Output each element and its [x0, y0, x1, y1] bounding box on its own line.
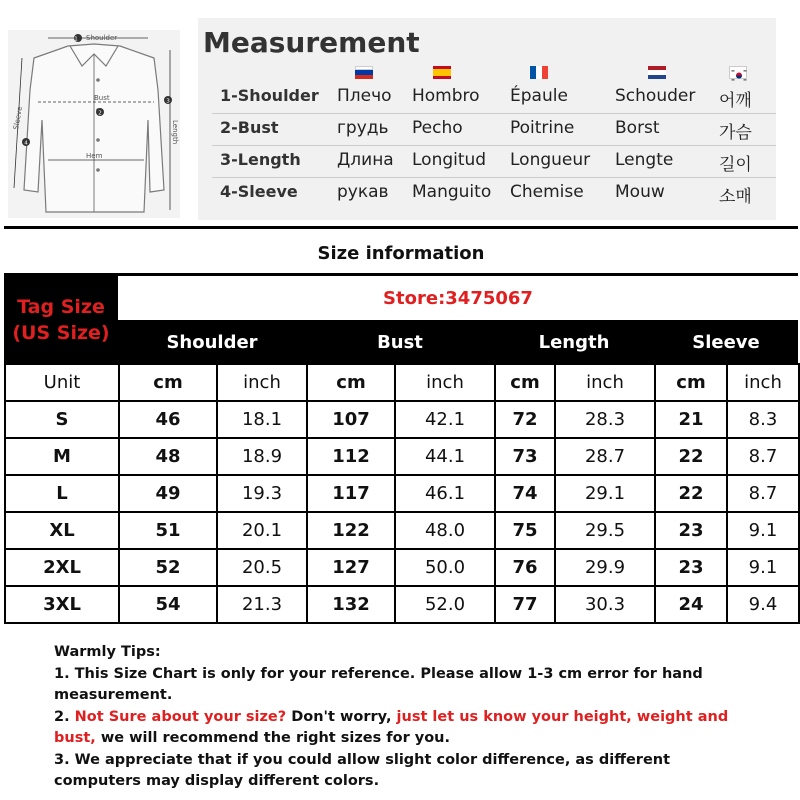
diagram-number-3: 3 — [166, 98, 170, 105]
value-cell: 22 — [655, 438, 727, 475]
netherlands-flag-icon — [648, 66, 666, 79]
size-cell: 3XL — [5, 586, 119, 623]
measurement-row — [212, 82, 776, 114]
group-header — [118, 322, 798, 363]
size-cell: S — [5, 401, 119, 438]
diagram-bust-label: Bust — [94, 94, 110, 102]
value-cell: 21 — [655, 401, 727, 438]
tips-title: Warmly Tips: — [54, 644, 161, 660]
value-cell: 52 — [119, 549, 217, 586]
store-bar — [118, 276, 798, 322]
measurement-es: Manguito — [412, 182, 492, 202]
measurement-key: 1-Shoulder — [220, 86, 319, 105]
value-cell: 20.1 — [217, 512, 307, 549]
tip-2 — [54, 707, 754, 750]
size-table-title-bar — [4, 226, 798, 276]
unit-cell: cm — [119, 364, 217, 401]
value-cell: 49 — [119, 475, 217, 512]
value-cell: 18.9 — [217, 438, 307, 475]
value-cell: 9.4 — [727, 586, 799, 623]
measurement-key: 2-Bust — [220, 118, 279, 137]
unit-cell: cm — [495, 364, 555, 401]
measurement-fr: Épaule — [510, 86, 568, 106]
value-cell: 29.5 — [555, 512, 655, 549]
table-row — [5, 549, 799, 586]
spain-flag-icon — [433, 66, 451, 79]
size-cell: M — [5, 438, 119, 475]
value-cell: 8.7 — [727, 475, 799, 512]
value-cell: 19.3 — [217, 475, 307, 512]
table-row — [5, 475, 799, 512]
value-cell: 46.1 — [395, 475, 495, 512]
measurement-nl: Mouw — [615, 182, 665, 202]
diagram-sleeve-label: Sleeve — [12, 105, 25, 131]
measurement-es: Pecho — [412, 118, 463, 138]
value-cell: 44.1 — [395, 438, 495, 475]
value-cell: 28.3 — [555, 401, 655, 438]
value-cell: 28.7 — [555, 438, 655, 475]
unit-cell: inch — [555, 364, 655, 401]
tip-2-reassure: Don't worry, — [286, 708, 397, 725]
unit-cell: inch — [727, 364, 799, 401]
value-cell: 20.5 — [217, 549, 307, 586]
table-row — [5, 512, 799, 549]
unit-cell: cm — [655, 364, 727, 401]
value-cell: 23 — [655, 549, 727, 586]
measurement-ko: 가슴 — [719, 123, 752, 143]
measurement-nl: Borst — [615, 118, 660, 138]
value-cell: 8.7 — [727, 438, 799, 475]
measurement-title: Measurement — [203, 26, 420, 59]
unit-cell: inch — [217, 364, 307, 401]
value-cell: 29.9 — [555, 549, 655, 586]
value-cell: 74 — [495, 475, 555, 512]
diagram-shoulder-label: Shoulder — [86, 34, 118, 42]
value-cell: 21.3 — [217, 586, 307, 623]
value-cell: 73 — [495, 438, 555, 475]
table-row — [5, 586, 799, 623]
size-cell: 2XL — [5, 549, 119, 586]
measurement-ko: 어깨 — [719, 91, 752, 111]
measurement-key: 3-Length — [220, 150, 301, 169]
value-cell: 112 — [307, 438, 395, 475]
value-cell: 18.1 — [217, 401, 307, 438]
measurement-ru: рукав — [337, 182, 389, 202]
value-cell: 75 — [495, 512, 555, 549]
value-cell: 9.1 — [727, 549, 799, 586]
us-size-label: (US Size) — [12, 322, 110, 344]
measurement-ko: 길이 — [719, 155, 752, 175]
shirt-diagram — [8, 30, 180, 218]
measurement-nl: Schouder — [615, 86, 696, 106]
value-cell: 48 — [119, 438, 217, 475]
measurement-ru: Плечо — [337, 86, 392, 106]
value-cell: 132 — [307, 586, 395, 623]
value-cell: 24 — [655, 586, 727, 623]
diagram-number-4: 4 — [24, 140, 28, 147]
value-cell: 42.1 — [395, 401, 495, 438]
value-cell: 54 — [119, 586, 217, 623]
tip-2-question: Not Sure about your size? — [74, 708, 287, 725]
measurement-es: Longitud — [412, 150, 487, 170]
size-grid — [4, 363, 800, 624]
size-table — [4, 226, 798, 636]
measurement-row — [212, 178, 776, 209]
shirt-outline-icon — [8, 30, 180, 218]
unit-cell: cm — [307, 364, 395, 401]
value-cell: 72 — [495, 401, 555, 438]
tip-2-prefix: 2. — [54, 708, 75, 725]
diagram-number-1: 1 — [74, 36, 78, 43]
value-cell: 107 — [307, 401, 395, 438]
value-cell: 52.0 — [395, 586, 495, 623]
measurement-nl: Lengte — [615, 150, 674, 170]
measurement-fr: Chemise — [510, 182, 584, 202]
measurement-key: 4-Sleeve — [220, 182, 298, 201]
value-cell: 50.0 — [395, 549, 495, 586]
tip-2-end: we will recommend the right sizes for you. — [95, 730, 451, 746]
unit-cell: inch — [395, 364, 495, 401]
tips-section — [54, 642, 754, 793]
measurement-es: Hombro — [412, 86, 480, 106]
value-cell: 76 — [495, 549, 555, 586]
measurement-fr: Poitrine — [510, 118, 575, 138]
unit-label: Unit — [5, 364, 119, 401]
value-cell: 46 — [119, 401, 217, 438]
value-cell: 23 — [655, 512, 727, 549]
russia-flag-icon — [355, 66, 373, 79]
size-table-title: Size information — [317, 243, 485, 264]
size-cell: L — [5, 475, 119, 512]
group-length: Length — [538, 332, 610, 353]
measurement-ko: 소매 — [719, 187, 752, 207]
measurement-section — [0, 0, 800, 222]
value-cell: 122 — [307, 512, 395, 549]
tip-1: 1. This Size Chart is only for your reference. Please allow 1-3 cm error for hand measurement. — [54, 665, 703, 703]
table-row — [5, 438, 799, 475]
tip-3: 3. We appreciate that if you could allow slight color difference, as different computers may display different colors. — [54, 751, 671, 789]
korea-flag-icon — [729, 66, 747, 79]
value-cell: 127 — [307, 549, 395, 586]
diagram-hem-label: Hem — [86, 152, 103, 160]
value-cell: 9.1 — [727, 512, 799, 549]
store-label: Store:3475067 — [383, 288, 533, 309]
france-flag-icon — [530, 66, 548, 79]
tip-2-request: just let us know your height, weight and bust, — [54, 708, 729, 746]
value-cell: 117 — [307, 475, 395, 512]
measurement-ru: Длина — [337, 150, 394, 170]
group-sleeve: Sleeve — [692, 332, 760, 353]
group-shoulder: Shoulder — [166, 332, 258, 353]
value-cell: 51 — [119, 512, 217, 549]
diagram-number-2: 2 — [98, 110, 102, 117]
measurement-fr: Longueur — [510, 150, 591, 170]
size-cell: XL — [5, 512, 119, 549]
measurement-row — [212, 114, 776, 146]
value-cell: 48.0 — [395, 512, 495, 549]
unit-row — [5, 364, 799, 401]
value-cell: 22 — [655, 475, 727, 512]
table-row — [5, 401, 799, 438]
diagram-length-label: Length — [171, 120, 179, 145]
value-cell: 30.3 — [555, 586, 655, 623]
tag-size-label: Tag Size — [17, 296, 105, 318]
value-cell: 8.3 — [727, 401, 799, 438]
value-cell: 77 — [495, 586, 555, 623]
group-bust: Bust — [377, 332, 423, 353]
measurement-ru: грудь — [337, 118, 389, 138]
measurement-row — [212, 146, 776, 178]
tag-size-header — [4, 276, 118, 363]
value-cell: 29.1 — [555, 475, 655, 512]
